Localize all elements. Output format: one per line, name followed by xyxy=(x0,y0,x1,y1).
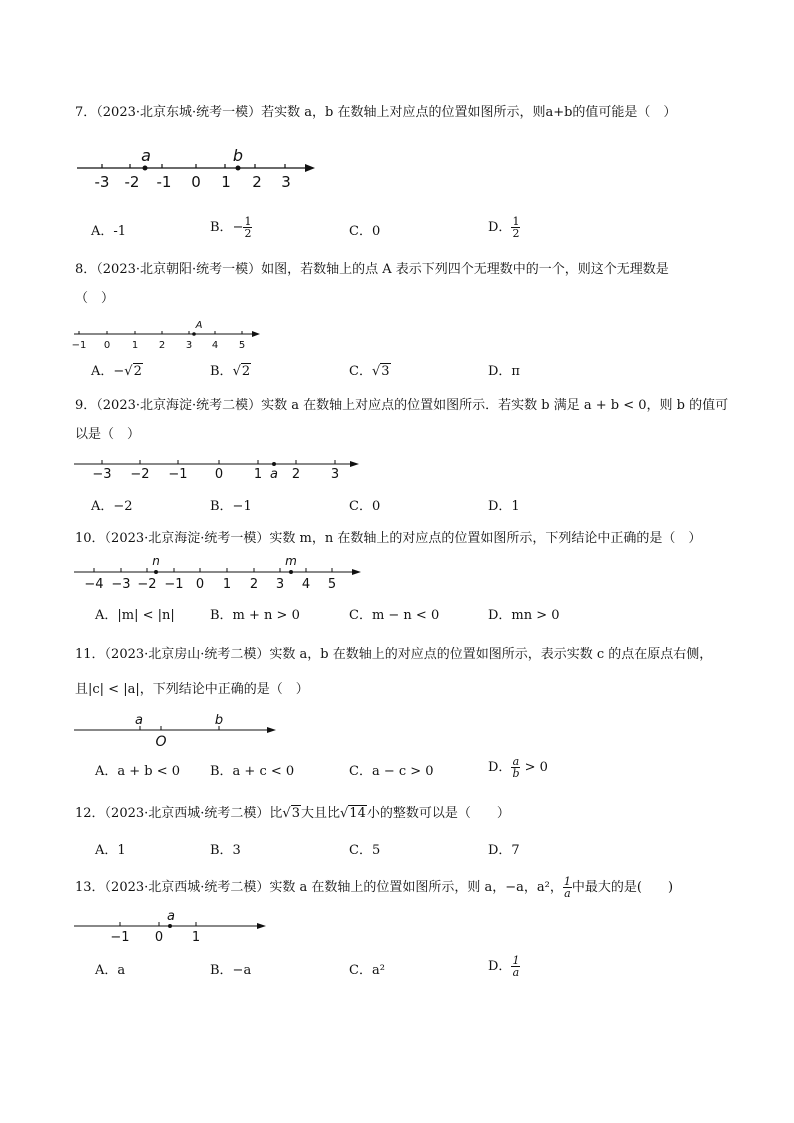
q9-number-line xyxy=(72,454,372,486)
q10-option-c[interactable]: C．m − n < 0 xyxy=(349,608,440,623)
q9-option-d[interactable]: D．1 xyxy=(488,499,520,514)
q7-stem: 7．（2023·北京东城·统考一模）若实数 a，b 在数轴上对应点的位置如图所示，则a+b的值可能是（ ） xyxy=(75,105,677,120)
q10-point-m-label: m xyxy=(285,554,297,568)
q13-stem: 13．（2023·北京西城·统考二模）实数 a 在数轴上的位置如图所示，则 a，−a，a²， $\frac{1}{a}$ 中最大的是( ) xyxy=(75,875,674,900)
q7-tick: 2 xyxy=(252,173,262,191)
q10-tick: 0 xyxy=(195,577,205,592)
q9-stem-line1: 9．（2023·北京海淀·统考二模）实数 a 在数轴上对应点的位置如图所示．若实数 b 满足 a + b < 0，则 b 的值可 xyxy=(75,398,729,413)
q10-option-d[interactable]: D．mn > 0 xyxy=(488,608,560,623)
q10-tick: −1 xyxy=(164,577,184,592)
q11-option-a[interactable]: A．a + b < 0 xyxy=(95,764,181,779)
q11-point-b-label: b xyxy=(214,713,224,728)
q10-tick: 5 xyxy=(327,577,337,592)
q11-option-c[interactable]: C．a − c > 0 xyxy=(349,764,434,779)
q13-option-c[interactable]: C．a² xyxy=(349,963,385,978)
q7-tick: 3 xyxy=(281,173,291,191)
q7-point-b-label: b xyxy=(232,146,244,165)
q13-tick: 0 xyxy=(154,930,164,945)
q12-stem: 12．（2023·北京西城·统考二模）比√3大且比√14小的整数可以是（ ） xyxy=(75,806,510,821)
q13-option-b[interactable]: B．−a xyxy=(210,963,252,978)
q8-option-d[interactable]: D．π xyxy=(488,364,520,379)
q8-tick: 2 xyxy=(158,340,166,351)
q12-option-b[interactable]: B．3 xyxy=(210,843,241,858)
q8-tick: 1 xyxy=(131,340,139,351)
q9-stem-line2: 以是（ ） xyxy=(75,427,141,442)
q11-point-a-label: a xyxy=(135,713,143,728)
q10-option-b[interactable]: B．m + n > 0 xyxy=(210,608,300,623)
q13-number-line xyxy=(72,910,282,944)
q9-tick: 2 xyxy=(291,467,301,482)
q10-tick: −4 xyxy=(84,577,104,592)
q9-tick: −2 xyxy=(130,467,150,482)
q9-tick: −1 xyxy=(168,467,188,482)
q7-option-c[interactable]: C．0 xyxy=(349,224,381,239)
q8-tick: 5 xyxy=(238,340,246,351)
q9-option-a[interactable]: A．−2 xyxy=(91,499,133,514)
q9-point-a-label: a xyxy=(270,467,278,482)
q7-number-line xyxy=(75,146,335,191)
q8-point-a-label: A xyxy=(195,320,203,331)
q8-option-c[interactable]: C．√3 xyxy=(349,364,390,379)
q11-stem-line1: 11．（2023·北京房山·统考二模）实数 a，b 在数轴上的对应点的位置如图所示，表示实数 c 的点在原点右侧， xyxy=(75,647,713,662)
q9-option-c[interactable]: C．0 xyxy=(349,499,381,514)
q7-tick: 1 xyxy=(221,173,231,191)
q7-point-a-label: a xyxy=(141,146,151,165)
q10-point-n-label: n xyxy=(152,554,160,568)
q13-tick: 1 xyxy=(191,930,201,945)
q7-option-a[interactable]: A．-1 xyxy=(91,224,127,239)
q10-tick: 4 xyxy=(301,577,311,592)
q10-option-a[interactable]: A．|m| < |n| xyxy=(95,608,175,623)
q12-option-d[interactable]: D．7 xyxy=(488,843,520,858)
q11-origin-label: O xyxy=(155,734,167,750)
q7-tick: -3 xyxy=(94,173,110,191)
q10-tick: −2 xyxy=(137,577,157,592)
q10-stem: 10．（2023·北京海淀·统考一模）实数 m，n 在数轴上的对应点的位置如图所示，下列结论中正确的是（ ） xyxy=(75,531,702,546)
q10-tick: 1 xyxy=(222,577,232,592)
q10-tick: 2 xyxy=(249,577,259,592)
q12-option-a[interactable]: A．1 xyxy=(95,843,126,858)
q8-number-line xyxy=(72,318,272,352)
q9-tick: 1 xyxy=(253,467,263,482)
q9-option-b[interactable]: B．−1 xyxy=(210,499,252,514)
q8-option-b[interactable]: B．√2 xyxy=(210,364,251,379)
q8-option-a[interactable]: A．−√2 xyxy=(91,364,142,379)
q9-tick: 0 xyxy=(214,467,224,482)
q7-tick: 0 xyxy=(191,173,201,191)
q10-tick: −3 xyxy=(111,577,131,592)
q8-stem-line1: 8．（2023·北京朝阳·统考一模）如图，若数轴上的点 A 表示下列四个无理数中的一个，则这个无理数是 xyxy=(75,262,669,277)
q8-tick: −1 xyxy=(71,340,87,351)
q13-option-a[interactable]: A．a xyxy=(95,963,126,978)
q12-option-c[interactable]: C．5 xyxy=(349,843,381,858)
q9-tick: −3 xyxy=(92,467,112,482)
q8-tick: 4 xyxy=(211,340,219,351)
q11-option-b[interactable]: B．a + c < 0 xyxy=(210,764,295,779)
q7-tick: -1 xyxy=(156,173,172,191)
q13-option-d[interactable]: D． $\frac{1}{a}$ xyxy=(488,954,520,979)
q8-tick: 3 xyxy=(185,340,193,351)
q7-option-d[interactable]: D． $\frac{1}{2}$ xyxy=(488,215,520,240)
q8-tick: 0 xyxy=(103,340,111,351)
q10-tick: 3 xyxy=(275,577,285,592)
q10-number-line xyxy=(72,554,372,592)
q7-tick: -2 xyxy=(124,173,140,191)
q11-stem-line2: 且|c| < |a|，下列结论中正确的是（ ） xyxy=(75,682,309,697)
q8-stem-line2: （ ） xyxy=(75,291,115,306)
q13-tick: −1 xyxy=(110,930,130,945)
q11-number-line xyxy=(72,712,292,748)
q13-point-a-label: a xyxy=(167,909,175,924)
q9-tick: 3 xyxy=(330,467,340,482)
q7-option-b[interactable]: B．− $\frac{1}{2}$ xyxy=(210,215,252,240)
q11-option-d[interactable]: D． $\frac{a}{b}$ > 0 xyxy=(488,755,548,780)
